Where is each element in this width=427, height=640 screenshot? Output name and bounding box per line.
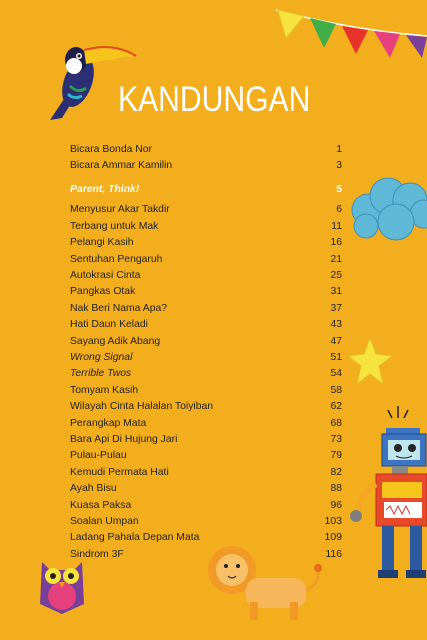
toc-entry — [70, 235, 342, 251]
toc-entry-page: 54 — [330, 368, 342, 380]
toc-entry — [70, 398, 342, 414]
toc-entry — [70, 141, 342, 157]
toc-entry — [70, 251, 342, 267]
table-of-contents — [70, 141, 342, 562]
toc-entry-page: 43 — [330, 319, 342, 331]
toc-entry-title: Bicara Ammar Kamilin — [70, 160, 173, 172]
toc-entry — [70, 218, 342, 234]
toc-entry-title: Terbang untuk Mak — [70, 220, 159, 232]
toc-entry-title: Perangkap Mata — [70, 417, 147, 429]
toc-entry — [70, 284, 342, 300]
toc-entry-page: 58 — [330, 384, 342, 396]
toc-entry — [70, 382, 342, 398]
page-title: KANDUNGAN — [118, 80, 311, 119]
toc-entry-page: 47 — [330, 335, 342, 347]
toc-entry — [70, 180, 342, 199]
toc-entry — [70, 202, 342, 218]
toc-entry-title: Wilayah Cinta Halalan Toiyiban — [70, 401, 214, 413]
toc-entry-title: Kuasa Paksa — [70, 499, 132, 511]
toc-entry-title: Menyusur Akar Takdir — [70, 204, 170, 216]
toc-entry-title: Tomyam Kasih — [70, 384, 139, 396]
toc-entry-page: 79 — [330, 450, 342, 462]
toc-entry — [70, 333, 342, 349]
toc-entry-title: Bara Api Di Hujung Jari — [70, 433, 178, 445]
toc-entry-title: Ayah Bisu — [70, 483, 117, 495]
toc-entry — [70, 431, 342, 447]
toc-entry-page: 103 — [324, 515, 342, 527]
toc-entry — [70, 464, 342, 480]
toc-entry-page: 31 — [330, 286, 342, 298]
robot-icon — [346, 404, 427, 580]
bunting-flags-icon — [270, 0, 427, 62]
toc-entry — [70, 415, 342, 431]
toc-entry-page: 3 — [336, 160, 342, 172]
toc-entry-title: Wrong Signal — [70, 351, 133, 363]
toc-entry-title: Sayang Adik Abang — [70, 335, 161, 347]
toc-entry-title: Ladang Pahala Depan Mata — [70, 532, 200, 544]
toc-entry-page: 11 — [331, 220, 342, 232]
star-icon — [348, 336, 392, 386]
toc-entry — [70, 317, 342, 333]
cloud-icon — [346, 170, 427, 248]
toc-entry-title: Nak Beri Nama Apa? — [70, 302, 168, 314]
toc-entry-title: Sentuhan Pengaruh — [70, 253, 163, 265]
toc-entry — [70, 480, 342, 496]
toc-entry-page: 116 — [325, 548, 342, 560]
toc-entry-page: 16 — [330, 237, 342, 249]
toc-entry-page: 5 — [336, 183, 342, 195]
owl-icon — [34, 556, 90, 616]
toc-entry-page: 51 — [330, 351, 342, 363]
toc-entry-title: Pangkas Otak — [70, 286, 136, 298]
toc-entry-page: 73 — [330, 433, 342, 445]
toc-entry-page: 21 — [330, 253, 342, 265]
toc-entry-title: Pulau-Pulau — [70, 450, 127, 462]
toc-entry-title: Terrible Twos — [70, 368, 132, 380]
toc-entry-title: Kemudi Permata Hati — [70, 466, 169, 478]
toc-entry — [70, 267, 342, 283]
toc-entry-title: Sindrom 3F — [70, 548, 124, 560]
lion-icon — [206, 540, 326, 624]
toc-entry-title: Parent, Think! — [70, 183, 140, 195]
toc-entry-title: Soalan Umpan — [70, 515, 139, 527]
toc-entry-page: 37 — [330, 302, 342, 314]
toc-entry-page: 25 — [330, 270, 342, 282]
toc-entry-page: 82 — [330, 466, 342, 478]
toc-entry-title: Bicara Bonda Nor — [70, 143, 153, 155]
toc-entry-title: Pelangi Kasih — [70, 237, 134, 249]
toc-entry-title: Autokrasi Cinta — [70, 270, 141, 282]
toc-entry-page: 96 — [330, 499, 342, 511]
toc-entry — [70, 497, 342, 513]
toc-entry-page: 6 — [336, 204, 342, 216]
toc-entry — [70, 349, 342, 365]
toc-entry — [70, 366, 342, 382]
toc-entry — [70, 513, 342, 529]
toc-entry-page: 88 — [330, 483, 342, 495]
toc-entry-page: 1 — [336, 143, 342, 155]
toc-entry-page: 62 — [330, 401, 342, 413]
toc-entry — [70, 300, 342, 316]
toc-entry-page: 109 — [324, 532, 342, 544]
toc-entry-page: 68 — [330, 417, 342, 429]
toc-entry-title: Hati Daun Keladi — [70, 319, 148, 331]
toc-entry — [70, 157, 342, 173]
toc-entry — [70, 448, 342, 464]
